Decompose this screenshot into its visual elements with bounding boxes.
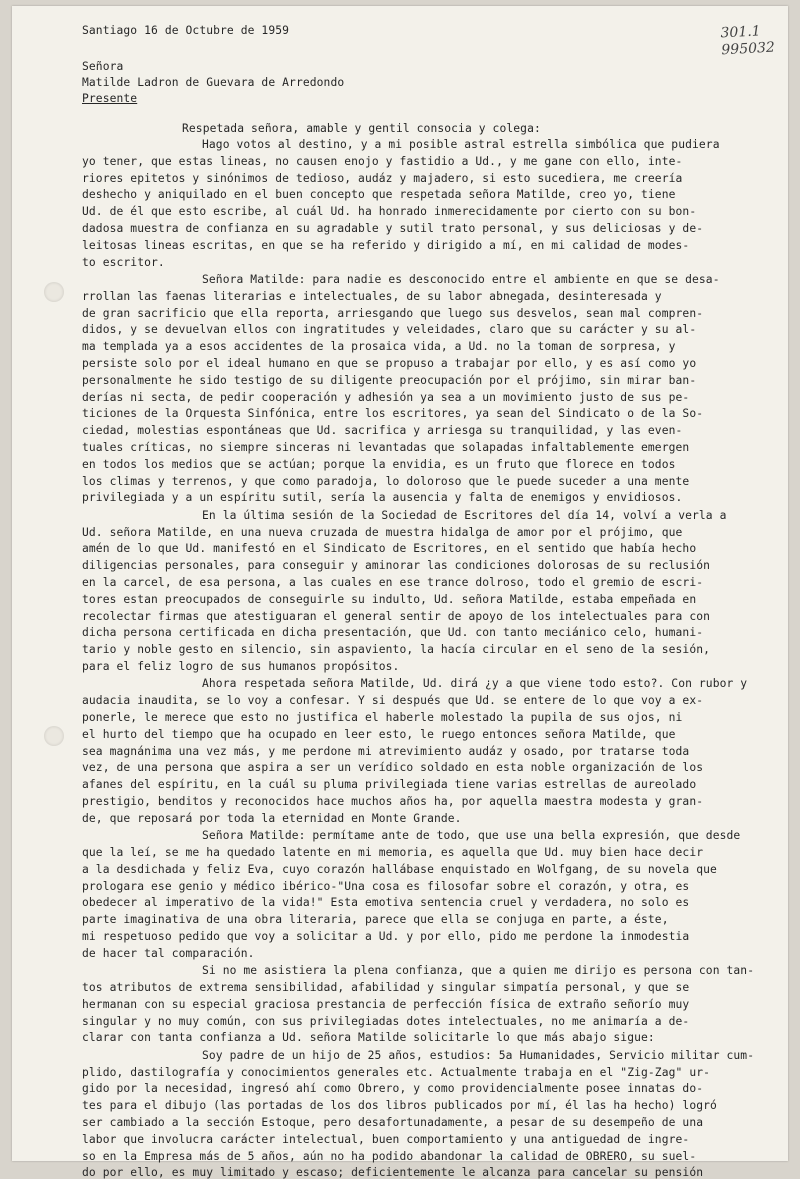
archive-annotation: [720, 23, 775, 60]
body-line: Ahora respetada señora Matilde, Ud. dirá ¿y a que viene todo esto?. Con rubor y: [202, 677, 748, 691]
addressee-line-2: Matilde Ladron de Guevara de Arredondo: [82, 76, 345, 89]
body-line: el hurto del tiempo que ha ocupado en leer esto, le ruego entonces señora Matilde, que: [82, 727, 676, 741]
body-line: tes para el dibujo (las portadas de los dos libros publicados por mí, él las ha hecho) logró: [82, 1099, 717, 1113]
body-line: ticiones de la Orquesta Sinfónica, entre los escritores, ya sean del Sindicato o de la So-: [82, 407, 704, 421]
body-line: Soy padre de un hijo de 25 años, estudios: 5a Humanidades, Servicio militar cum-: [202, 1048, 755, 1062]
body-line: de gran sacrificio que ella reporta, arriesgando que luego sus desvelos, sean mal compren-: [82, 306, 704, 320]
addressee-line-1: Señora: [82, 60, 124, 73]
punch-hole-top: [44, 282, 64, 302]
body-line: tos atributos de extrema sensibilidad, afabilidad y singular simpatía personal, y que se: [82, 981, 690, 994]
body-line: de, que reposará por toda la eternidad en Monte Grande.: [82, 811, 462, 825]
body-line: hermanan con su especial graciosa prestancia de perfección física de extraño señorío muy: [82, 997, 690, 1011]
body-line: que la leí, se me ha quedado latente en mi memoria, es aquella que Ud. muy bien hace decir: [82, 846, 704, 859]
body-line: sea magnánima una vez más, y me perdone mi atrevimiento audáz y osado, por tratarse toda: [82, 744, 690, 758]
body-line: clarar con tanta confianza a Ud. señora Matilde solicitarle lo que más abajo sigue:: [82, 1031, 655, 1045]
body-line: prologara ese genio y médico ibérico-"Una cosa es filosofar sobre el corazón, y otra, es: [82, 879, 690, 893]
body-line: parte imaginativa de una obra literaria, parece que ella se conjuga en parte, a éste,: [82, 913, 669, 927]
body-line: recolectar firmas que atestiguaran el general sentir de apoyo de los intelectuales para con: [82, 609, 711, 623]
body-line: Señora Matilde: para nadie es desconocido entre el ambiente en que se desa-: [202, 273, 720, 286]
body-line: en todos los medios que se actúan; porque la envidia, es un fruto que florece en todos: [82, 457, 676, 471]
body-line: labor que involucra carácter intelectual, buen comportamiento y una antiguedad de ingre-: [82, 1132, 690, 1146]
body-line: tores estan preocupados de conseguirle su indulto, Ud. señora Matilde, estaba empeñada en: [82, 592, 697, 606]
body-line: los climas y terrenos, y que como paradoja, lo doloroso que le puede suceder a una mente: [82, 474, 690, 488]
body-line: ciedad, molestias espontáneas que Ud. sacrifica y arriesga su tranquilidad, y las even-: [82, 424, 683, 438]
letter-page: [12, 6, 788, 1179]
body-line: persiste solo por el ideal humano en que se propuso a trabajar por ello, y es así como yo: [82, 357, 697, 370]
body-line: a la desdichada y feliz Eva, cuyo corazón hallábase enquistado en Wolfgang, de su novela que: [82, 862, 717, 876]
body-line: personalmente he sido testigo de su diligente preocupación por el prójimo, sin mirar ban-: [82, 373, 697, 387]
body-line: riores epitetos y sinónimos de tedioso, audáz y majadero, si esto sucediera, me creería: [82, 171, 683, 185]
body-line: afanes del espíritu, en la cuál su pluma privilegiada tiene varias estrellas de aureolado: [82, 778, 697, 792]
body-line: singular y no muy común, con sus privilegiadas dotes intelectuales, no me animaría a de-: [82, 1014, 690, 1028]
body-line: obedecer al imperativo de la vida!" Esta emotiva sentencia cruel y verdadera, no solo es: [82, 896, 690, 910]
body-line: derías ni secta, de pedir cooperación y adhesión ya sea a un movimiento justo de sus pe-: [82, 390, 690, 404]
body-line: leitosas lineas escritas, en que se ha referido y dirigido a mí, en mi calidad de modes-: [82, 238, 690, 252]
body-line: Ud. de él que esto escribe, al cuál Ud. ha honrado inmerecidamente por cierto con su bon-: [82, 205, 697, 219]
letter-date: Santiago 16 de Octubre de 1959: [82, 24, 290, 37]
body-line: tuales críticas, no siempre sinceras ni levantadas que solapadas infaltablemente emergen: [82, 441, 690, 454]
body-line: privilegiada y a un espíritu sutil, sería la ausencia y falta de enemigos y envidiosos.: [82, 491, 683, 505]
body-line: so en la Empresa más de 5 años, aún no ha podido abandonar la calidad de OBRERO, su suel-: [82, 1149, 697, 1163]
body-line: tario y noble gesto en silencio, sin aspaviento, la hacía circular en el seno de la sesión,: [82, 643, 711, 657]
body-line: En la última sesión de la Sociedad de Escritores del día 14, volví a verla a: [202, 508, 727, 522]
body-line: do por ello, es muy limitado y escaso; deficientemente le alcanza para cancelar su pensión: [82, 1166, 704, 1179]
body-line: ma templada ya a esos accidentes de la prosaica vida, a Ud. no la toman de sorpresa, y: [82, 340, 676, 354]
body-line: vez, de una persona que aspira a ser un verídico soldado en esta noble organización de los: [82, 761, 704, 775]
archive-mark-1: 301.1: [719, 23, 761, 42]
body-line: gido por la necesidad, ingresó ahí como Obrero, y como providencialmente posee innatas do-: [82, 1082, 704, 1096]
archive-mark-2: 995032: [720, 39, 775, 59]
body-line: rrollan las faenas literarias e intelectuales, de su labor abnegada, desinteresada y: [82, 289, 662, 303]
body-line: dicha persona certificada en dicha presentación, que Ud. con tanto meciánico celo, humani-: [82, 626, 704, 640]
body-line: Si no me asistiera la plena confianza, que a quien me dirijo es persona con tan-: [202, 964, 755, 978]
body-line: para el feliz logro de sus humanos propósitos.: [82, 660, 400, 673]
body-line: plido, dastilografía y conocimientos generales etc. Actualmente trabaja en el "Zig-Zag" ur-: [82, 1065, 711, 1079]
body-line: amén de lo que Ud. manifestó en el Sindicato de Escritores, en el sentido que había hecho: [82, 542, 697, 556]
body-line: to escritor.: [82, 255, 165, 269]
body-line: Hago votos al destino, y a mi posible astral estrella simbólica que pudiera: [202, 138, 720, 151]
body-line: audacia inaudita, se lo voy a confesar. Y si después que Ud. se entere de lo que voy a ex-: [82, 694, 704, 708]
body-line: mi respetuoso pedido que voy a solicitar a Ud. y por ello, pido me perdone la inmodestia: [82, 930, 690, 943]
body-line: en la carcel, de esa persona, a las cuales en ese trance dolroso, todo el gremio de escri-: [82, 576, 704, 589]
body-line: de hacer tal comparación.: [82, 946, 255, 960]
body-line: dadosa muestra de confianza en su agradable y sutil trato personal, y sus deliciosas y de-: [82, 222, 704, 235]
addressee-line-3: Presente: [82, 92, 138, 105]
body-line: prestigio, benditos y reconocidos hace muchos años ha, por aquella maestra modesta y gran-: [82, 795, 704, 808]
body-line: diligencias personales, para conseguir y aminorar las condiciones dolorosas de su reclusión: [82, 559, 711, 573]
salutation: Respetada señora, amable y gentil consocia y colega:: [182, 122, 541, 135]
body-line: ponerle, le merece que esto no justifica el haberle molestado la pupila de sus ojos, ni: [82, 711, 683, 724]
body-line: Señora Matilde: permítame ante de todo, que use una bella expresión, que desde: [202, 829, 741, 843]
punch-hole-bottom: [44, 726, 64, 746]
body-line: deshecho y aniquilado en el buen concepto que respetada señora Matilde, creo yo, tiene: [82, 188, 676, 202]
body-line: ser cambiado a la sección Estoque, pero desafortunadamente, a pesar de su desempeño de una: [82, 1116, 704, 1129]
body-line: yo tener, que estas lineas, no causen enojo y fastidio a Ud., y me gane con ello, inte-: [82, 154, 683, 168]
body-line: Ud. señora Matilde, en una nueva cruzada de muestra hidalga de amor por el prójimo, que: [82, 525, 683, 539]
body-line: didos, y se devuelvan ellos con ingratitudes y veleidades, claro que su carácter y su al-: [82, 323, 697, 337]
